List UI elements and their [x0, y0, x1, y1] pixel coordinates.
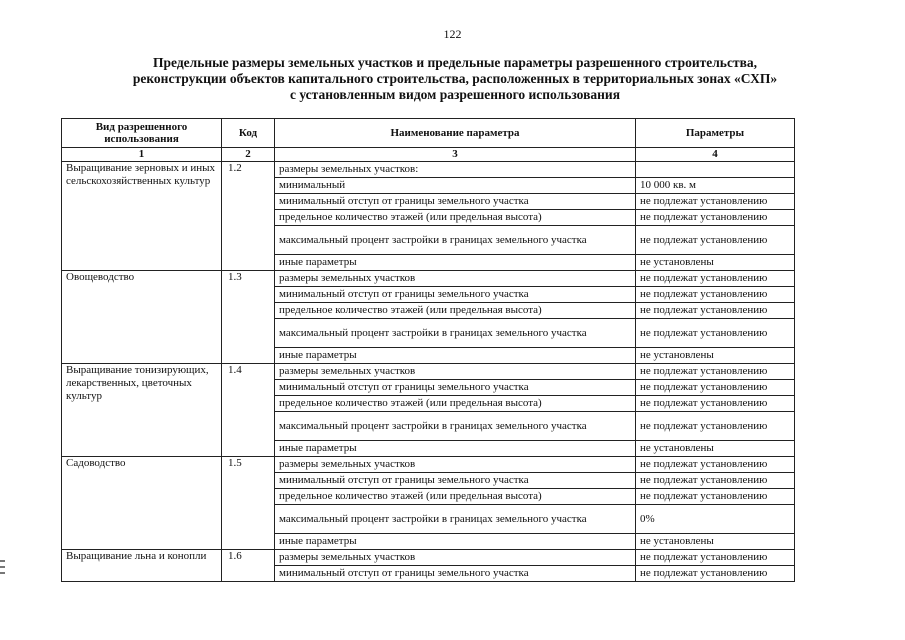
permitted-use-type: Выращивание тонизирующих, лекарственных, цветочных культур [62, 364, 222, 457]
parameter-value: не подлежат установлению [636, 457, 795, 473]
header-param-name: Наименование параметра [275, 119, 636, 148]
column-number: 2 [222, 148, 275, 162]
document-title [60, 55, 850, 103]
parameter-value: не подлежат установлению [636, 473, 795, 489]
column-number: 3 [275, 148, 636, 162]
parameter-value: не подлежат установлению [636, 380, 795, 396]
use-code: 1.2 [222, 162, 275, 271]
parameter-value: не установлены [636, 441, 795, 457]
parameter-name: предельное количество этажей (или предельная высота) [275, 210, 636, 226]
parameter-name: иные параметры [275, 534, 636, 550]
parameter-value: не подлежат установлению [636, 364, 795, 380]
page-number: 122 [443, 27, 462, 41]
table-row [62, 550, 795, 566]
parameter-value: не подлежат установлению [636, 271, 795, 287]
parameter-name: максимальный процент застройки в границах земельного участка [275, 319, 636, 348]
table-row [62, 457, 795, 473]
permitted-use-type: Садоводство [62, 457, 222, 550]
parameter-name: минимальный отступ от границы земельного участка [275, 566, 636, 582]
permitted-use-type: Овощеводство [62, 271, 222, 364]
header-code: Код [222, 119, 275, 148]
parameter-name: предельное количество этажей (или предельная высота) [275, 303, 636, 319]
parameter-name: размеры земельных участков [275, 364, 636, 380]
use-code: 1.6 [222, 550, 275, 582]
parameter-name: минимальный отступ от границы земельного участка [275, 194, 636, 210]
parameter-value: не подлежат установлению [636, 489, 795, 505]
header-params: Параметры [636, 119, 795, 148]
use-code: 1.4 [222, 364, 275, 457]
parameter-name: максимальный процент застройки в границах земельного участка [275, 412, 636, 441]
parameter-value: не подлежат установлению [636, 412, 795, 441]
parameter-name: минимальный отступ от границы земельного участка [275, 380, 636, 396]
use-code: 1.3 [222, 271, 275, 364]
parameter-name: максимальный процент застройки в границах земельного участка [275, 505, 636, 534]
parameter-name: минимальный отступ от границы земельного участка [275, 287, 636, 303]
parameter-name: минимальный [275, 178, 636, 194]
parameters-table [61, 118, 795, 582]
parameter-name: иные параметры [275, 441, 636, 457]
column-number: 1 [62, 148, 222, 162]
table-row [62, 364, 795, 380]
parameter-name: иные параметры [275, 255, 636, 271]
parameter-value: не подлежат установлению [636, 287, 795, 303]
parameter-name: предельное количество этажей (или предельная высота) [275, 489, 636, 505]
use-code: 1.5 [222, 457, 275, 550]
column-number: 4 [636, 148, 795, 162]
permitted-use-type: Выращивание льна и конопли [62, 550, 222, 582]
table-body [62, 148, 795, 582]
parameter-value: не установлены [636, 348, 795, 364]
parameter-name: минимальный отступ от границы земельного участка [275, 473, 636, 489]
parameter-name: иные параметры [275, 348, 636, 364]
table-row [62, 162, 795, 178]
scan-edge-marks [0, 560, 6, 584]
column-number-row [62, 148, 795, 162]
header-type: Вид разрешенного использования [62, 119, 222, 148]
parameter-name: предельное количество этажей (или предельная высота) [275, 396, 636, 412]
title-line-3: с установленным видом разрешенного использования [289, 87, 621, 102]
table-row [62, 271, 795, 287]
parameter-value: не подлежат установлению [636, 226, 795, 255]
parameter-value: не подлежат установлению [636, 303, 795, 319]
parameter-value: не подлежат установлению [636, 210, 795, 226]
parameter-name: размеры земельных участков [275, 550, 636, 566]
parameter-value: 0% [636, 505, 795, 534]
parameter-value: не установлены [636, 534, 795, 550]
parameter-name: максимальный процент застройки в границах земельного участка [275, 226, 636, 255]
parameter-value: не подлежат установлению [636, 396, 795, 412]
parameter-name: размеры земельных участков [275, 271, 636, 287]
parameter-value: не подлежат установлению [636, 319, 795, 348]
parameter-value: не подлежат установлению [636, 194, 795, 210]
parameter-name: размеры земельных участков [275, 457, 636, 473]
parameter-value [636, 162, 795, 178]
parameter-value: не подлежат установлению [636, 566, 795, 582]
parameter-name: размеры земельных участков: [275, 162, 636, 178]
parameter-value: не подлежат установлению [636, 550, 795, 566]
title-line-1: Предельные размеры земельных участков и предельные параметры разрешенного строительства, [153, 55, 757, 70]
permitted-use-type: Выращивание зерновых и иных сельскохозяйственных культур [62, 162, 222, 271]
title-line-2: реконструкции объектов капитального строительства, расположенных в территориальных зонах «СХП» [132, 71, 778, 86]
parameter-value: 10 000 кв. м [636, 178, 795, 194]
parameter-value: не установлены [636, 255, 795, 271]
